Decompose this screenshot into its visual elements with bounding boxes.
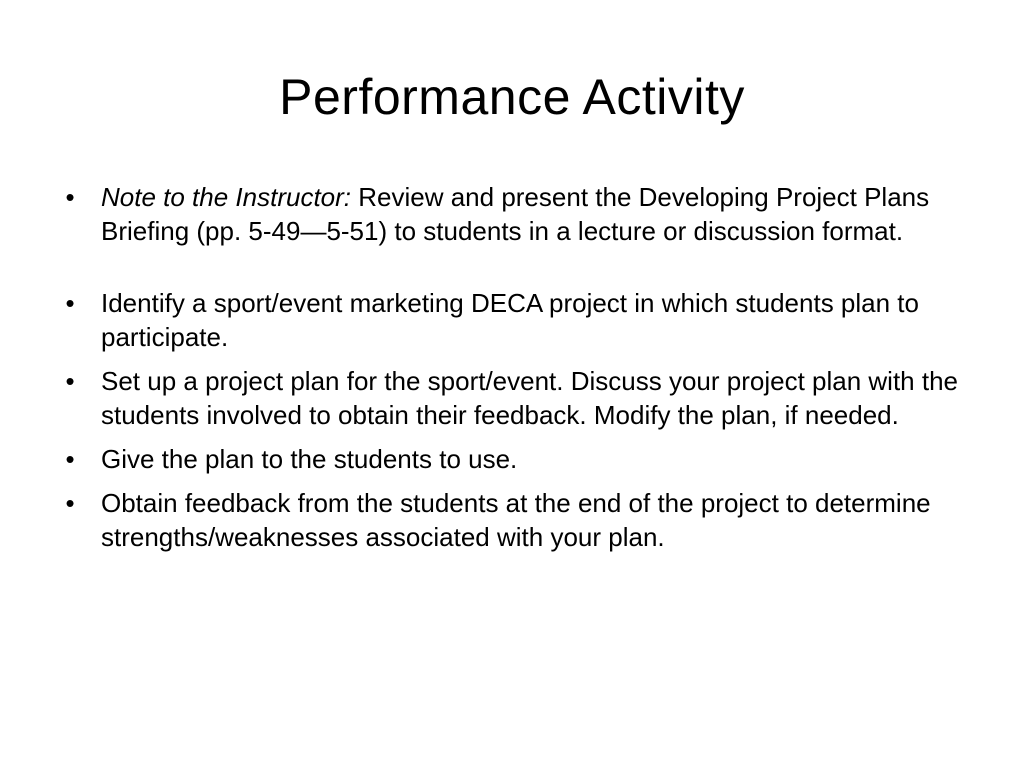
bullet-dot-icon: •	[65, 488, 75, 518]
bullet-item-identify-project	[60, 286, 980, 354]
bullet-text: Set up a project plan for the sport/event. Discuss your project plan with the students involved to obtain their feedback. Modify the plan, if needed.	[101, 366, 959, 430]
bullet-list	[60, 180, 980, 564]
bullet-text: Identify a sport/event marketing DECA project in which students plan to participate.	[101, 288, 919, 352]
bullet-text: Obtain feedback from the students at the end of the project to determine strengths/weaknesses associated with your plan.	[101, 488, 931, 552]
bullet-text: Review and present the Developing Project Plans Briefing (pp. 5-49—5-51) to students in a lecture or discussion format.	[101, 182, 930, 246]
bullet-text: Give the plan to the students to use.	[101, 444, 518, 474]
instructor-note-label: Note to the Instructor:	[101, 182, 352, 212]
bullet-dot-icon: •	[65, 288, 75, 318]
bullet-item-set-up-plan	[60, 364, 980, 432]
bullet-item-instructor-note	[60, 180, 980, 248]
slide-title: Performance Activity	[279, 69, 745, 125]
bullet-item-give-plan	[60, 442, 980, 476]
bullet-dot-icon: •	[65, 366, 75, 396]
bullet-item-obtain-feedback	[60, 486, 980, 554]
bullet-dot-icon: •	[65, 182, 75, 212]
bullet-dot-icon: •	[65, 444, 75, 474]
